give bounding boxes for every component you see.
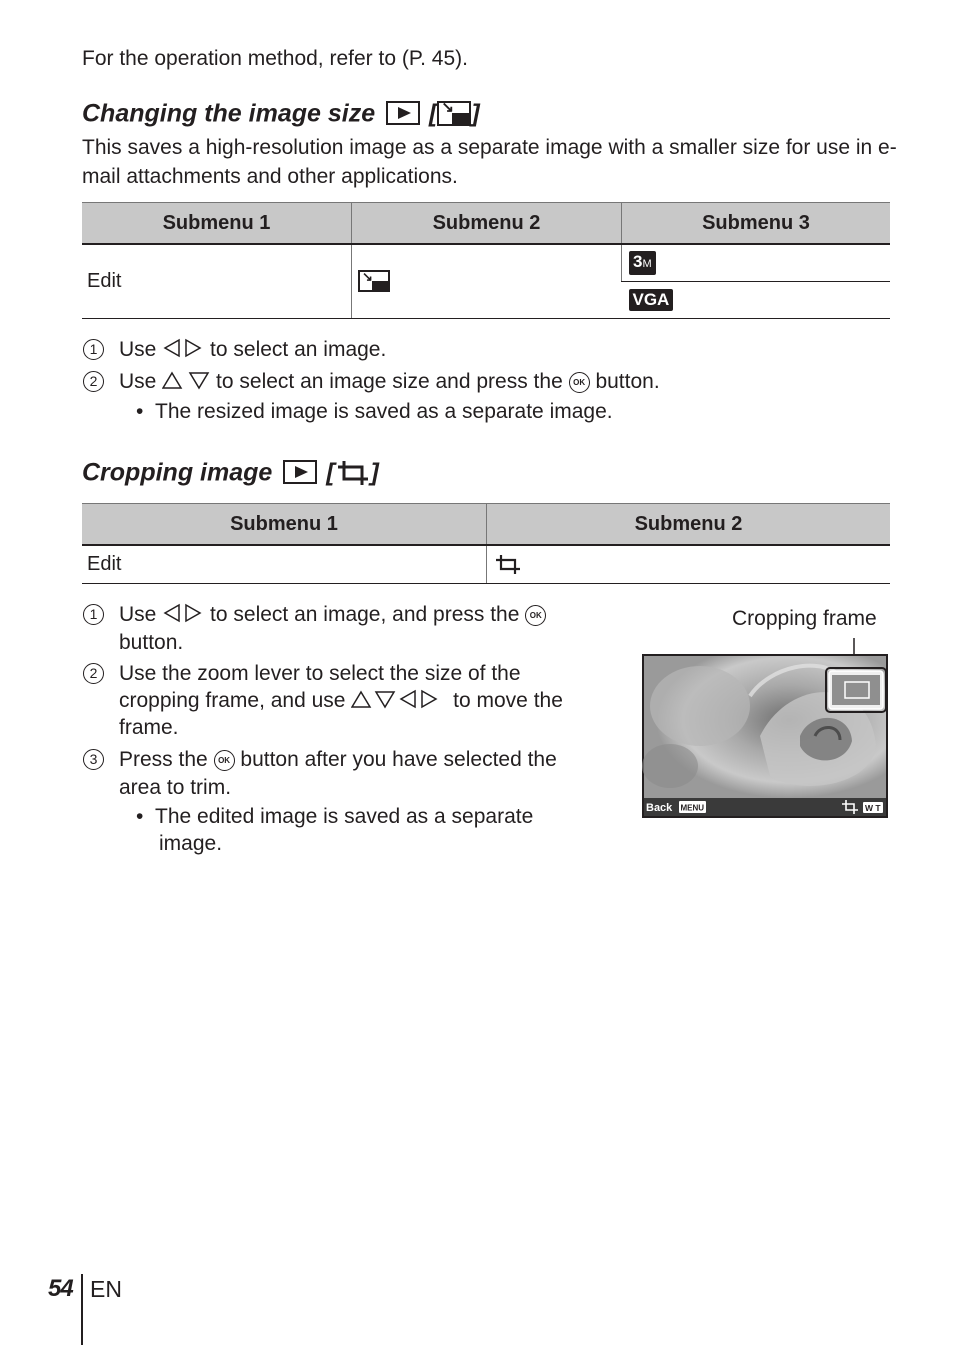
- crop-submenu2-cell: [487, 545, 891, 583]
- back-label: Back: [646, 802, 673, 814]
- svg-text:MENU: MENU: [680, 803, 705, 813]
- resize-header-1: Submenu 1: [82, 203, 352, 245]
- playback-icon: [283, 460, 317, 484]
- resize-submenu3-3m: [622, 244, 891, 281]
- crop-screen-figure: [640, 636, 892, 822]
- crop-submenu1-edit: Edit: [82, 545, 487, 583]
- up-down-arrows-icon: [162, 370, 210, 390]
- resize-note: • The resized image is saved as a separate image.: [136, 400, 613, 423]
- footer-divider: [81, 1274, 83, 1345]
- resize-header-2: Submenu 2: [352, 203, 622, 245]
- resize-submenu3-vga: [622, 281, 891, 318]
- resize-description: This saves a high-resolution image as a separate image with a smaller size for use in e-mail attachments and other applications.: [82, 136, 897, 188]
- step-number-3: 3: [83, 749, 104, 770]
- svg-text:W T: W T: [865, 803, 881, 813]
- intro-text: For the operation method, refer to (P. 45).: [82, 47, 468, 70]
- left-right-arrows-icon: [162, 338, 204, 358]
- crop-header-1: Submenu 1: [82, 504, 487, 546]
- 3m-size-icon: 3M: [629, 251, 656, 275]
- resize-header-3: Submenu 3: [622, 203, 891, 245]
- ok-button-icon: OK: [525, 605, 546, 626]
- resize-submenu1-edit: Edit: [82, 244, 352, 318]
- crop-submenu-table: [82, 503, 890, 584]
- ok-button-icon: OK: [569, 372, 590, 393]
- crop-header-2: Submenu 2: [487, 504, 891, 546]
- step-number-2: 2: [83, 371, 104, 392]
- crop-heading-text: Cropping image: [82, 458, 273, 487]
- left-right-arrows-icon: [162, 603, 204, 623]
- crop-heading: Cropping image [ ]: [82, 458, 379, 487]
- resize-heading: Changing the image size [ ↘ ]: [82, 98, 480, 128]
- crop-icon: [494, 553, 522, 575]
- step-number-1: 1: [83, 339, 104, 360]
- resize-step-1: 1 Use to select an image.: [83, 336, 883, 366]
- resize-step-2: 2 Use to select an image size and press the OK button.: [83, 368, 903, 398]
- page-number: 54: [48, 1275, 73, 1302]
- crop-step-1: 1 Use to select an image, and press the OK button.: [83, 601, 623, 657]
- step-number-2: 2: [83, 663, 104, 684]
- crop-step-2: 2 Use the zoom lever to select the size of the cropping frame, and use to move the frame.: [83, 660, 623, 744]
- resize-submenu-table: [82, 202, 890, 319]
- language-code: EN: [90, 1276, 122, 1302]
- resize-heading-text: Changing the image size: [82, 99, 376, 128]
- crop-icon: [335, 458, 371, 486]
- crop-step-3: 3 Press the OK button after you have selected the area to trim.: [83, 746, 623, 802]
- crop-note: • The edited image is saved as a separate image.: [136, 805, 534, 855]
- cropping-frame-callout: Cropping frame: [732, 607, 877, 630]
- vga-size-icon: VGA: [629, 289, 674, 311]
- resize-submenu2-cell: [352, 244, 622, 318]
- four-way-arrows-icon: [351, 689, 447, 709]
- playback-icon: [386, 101, 420, 125]
- resize-icon: ↘: [437, 101, 471, 126]
- ok-button-icon: OK: [214, 750, 235, 771]
- step-number-1: 1: [83, 604, 104, 625]
- resize-icon: ↘: [358, 270, 390, 292]
